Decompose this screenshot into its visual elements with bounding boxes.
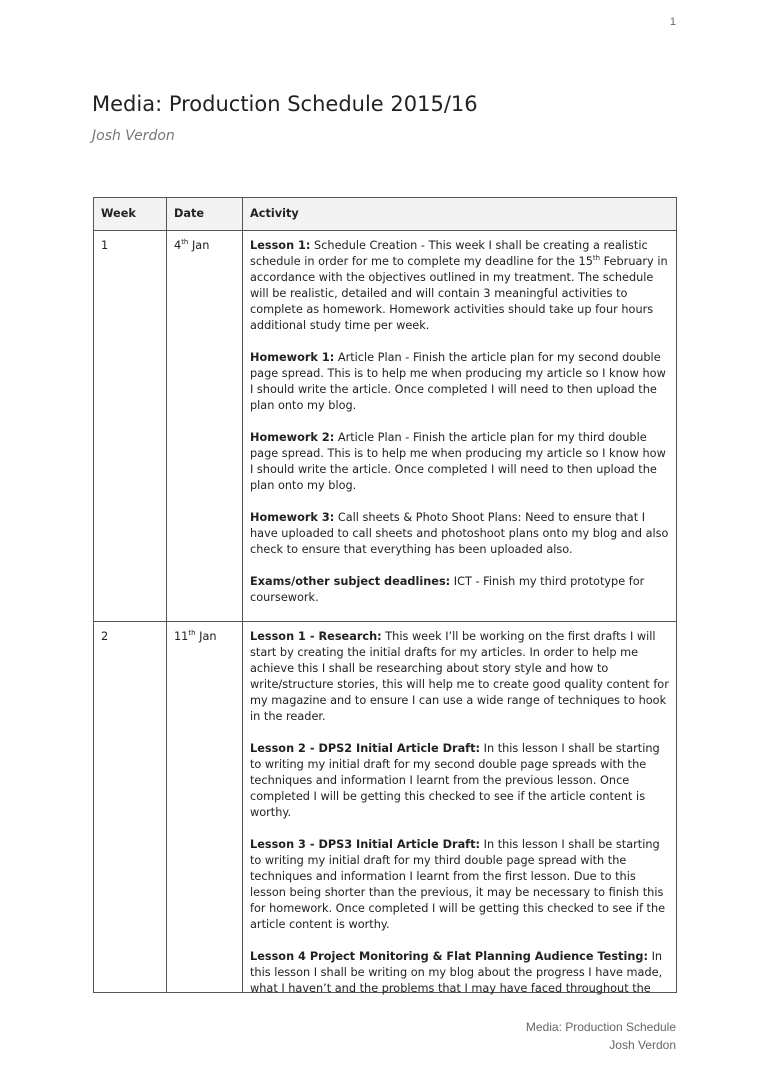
table-row <box>94 622 677 993</box>
activity-paragraph: Lesson 3 - DPS3 Initial Article Draft: In this lesson I shall be starting to writing my initial draft for my third double page spread with the techniques and information I learnt from the first lesson. Due to this lesson being shorter than the previous, it may be necessary to finish this for homework. Once completed I will be getting this checked to see if the article content is worthy. <box>250 838 666 931</box>
table-header-row <box>94 198 677 231</box>
page-footer <box>526 1018 676 1054</box>
header-week: Week <box>94 198 167 231</box>
activity-cell <box>243 231 677 622</box>
date-cell: 4th Jan <box>167 231 243 622</box>
author-name: Josh Verdon <box>92 128 175 144</box>
date-cell: 11th Jan <box>167 622 243 993</box>
header-date: Date <box>167 198 243 231</box>
week-cell: 1 <box>94 231 167 622</box>
week-cell: 2 <box>94 622 167 993</box>
footer-title: Media: Production Schedule <box>525 1020 676 1034</box>
activity-cell <box>243 622 677 993</box>
activity-paragraph: Lesson 4 Project Monitoring & Flat Planning Audience Testing: In this lesson I shall be writing on my blog about the progress I have made, what I haven’t and the problems that I may have faced throughout the <box>250 950 663 995</box>
footer-author: Josh Verdon <box>609 1038 676 1052</box>
activity-paragraph: Lesson 1: Schedule Creation - This week I shall be creating a realistic schedule in order for me to complete my deadline for the 15th February in accordance with the objectives outlined in my treatment. The schedule will be realistic, detailed and will contain 3 meaningful activities to complete as homework. Homework activities should take up four hours additional study time per week. <box>250 239 668 332</box>
activity-paragraph: Lesson 1 - Research: This week I’ll be working on the first drafts I will start by creating the initial drafts for my articles. In order to help me achieve this I shall be researching about story style and how to write/structure stories, this will help me to create good quality content for my magazine and to ensure I can use a wide range of techniques to hook in the reader. <box>250 630 669 723</box>
activity-paragraph: Lesson 2 - DPS2 Initial Article Draft: In this lesson I shall be starting to writing my initial draft for my second double page spreads with the techniques and information I learnt from the previous lesson. Once completed I will be getting this checked to see if the article content is worthy. <box>250 742 660 819</box>
activity-paragraph: Homework 2: Article Plan - Finish the article plan for my third double page spread. This is to help me when producing my article so I know how I should write the article. Once completed I will need to then upload the plan onto my blog. <box>250 431 666 492</box>
activity-paragraph: Homework 1: Article Plan - Finish the article plan for my second double page spread. This is to help me when producing my article so I know how I should write the article. Once completed I will need to then upload the plan onto my blog. <box>250 351 666 412</box>
table-row <box>94 231 677 622</box>
activity-paragraph: Homework 3: Call sheets & Photo Shoot Plans: Need to ensure that I have uploaded to call sheets and photoshoot plans onto my blog and also check to ensure that everything has been uploaded also. <box>250 511 669 556</box>
header-activity: Activity <box>243 198 677 231</box>
page-title: Media: Production Schedule 2015/16 <box>92 92 478 116</box>
activity-paragraph: Exams/other subject deadlines: ICT - Finish my third prototype for coursework. <box>250 575 645 604</box>
page-number: 1 <box>669 16 676 28</box>
schedule-table <box>93 197 677 993</box>
